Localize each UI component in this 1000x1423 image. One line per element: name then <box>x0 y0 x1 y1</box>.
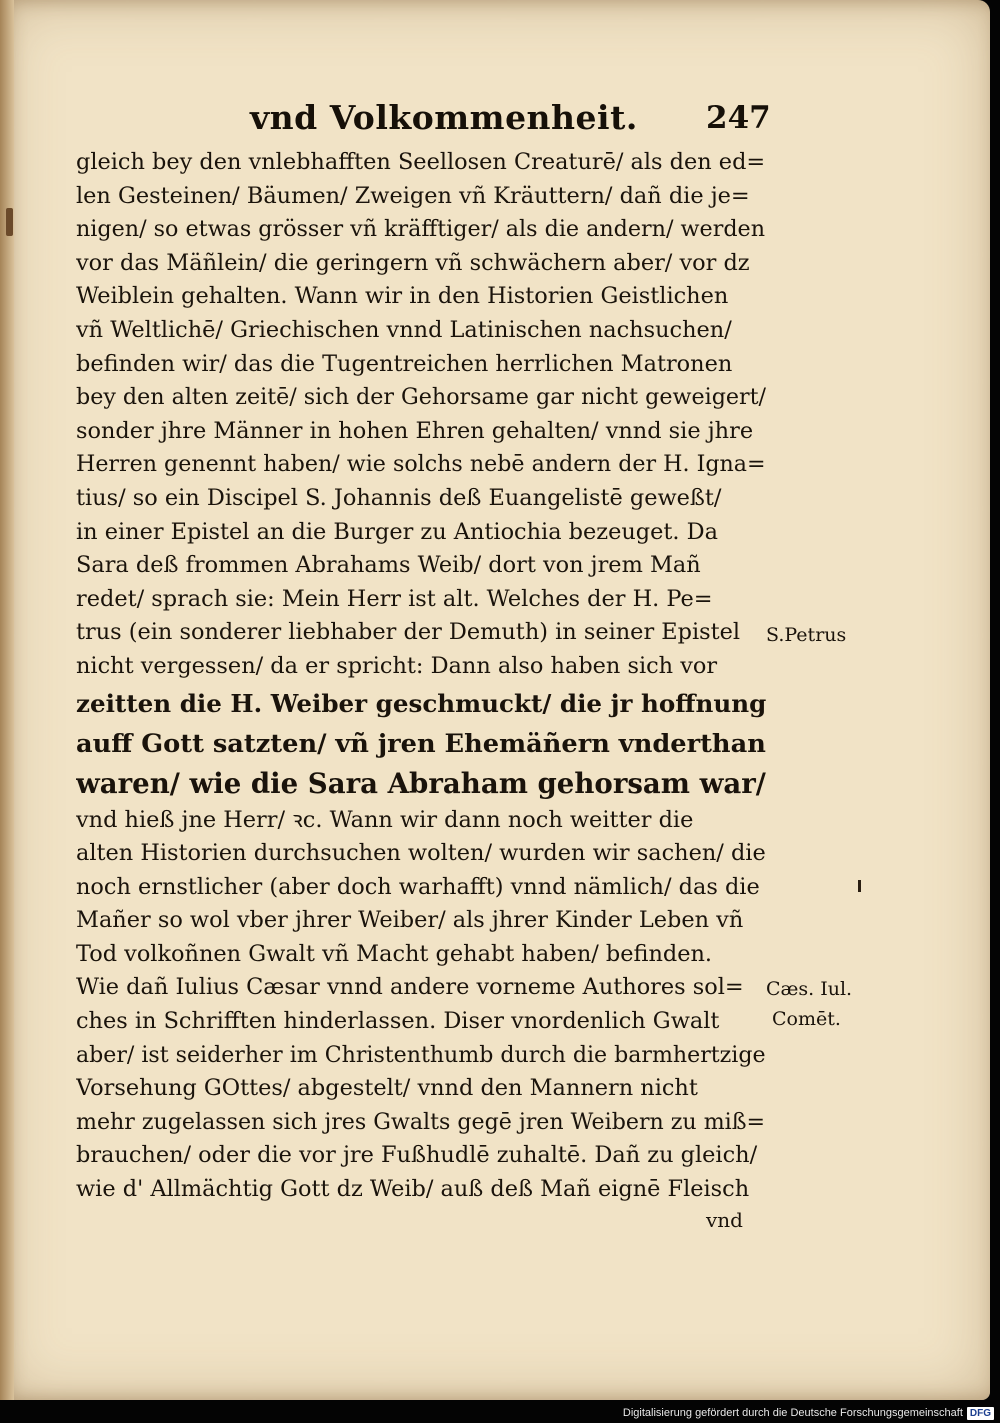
text-line: vnd hieß jne Herr/ ꝛc. Wann wir dann noch weitter die <box>76 806 694 833</box>
body-text <box>76 146 766 1207</box>
running-head: vnd Volkommenheit. <box>250 98 638 137</box>
text-line: in einer Epistel an die Burger zu Antiochia bezeuget. Da <box>76 518 718 545</box>
text-line: zeitten die H. Weiber geschmuckt/ die jr hoffnung <box>76 688 766 718</box>
text-line: redet/ sprach sie: Mein Herr ist alt. Welches der H. Pe= <box>76 585 713 612</box>
text-line: vñ Weltlichē/ Griechischen vnnd Latinischen nachsuchen/ <box>76 316 732 343</box>
text-line: Mañer so wol vber jhrer Weiber/ als jhrer Kinder Leben vñ <box>76 907 744 934</box>
text-line: ches in Schrifften hinderlassen. Diser vnordenlich Gwalt <box>76 1008 720 1035</box>
text-line: nicht vergessen/ da er spricht: Dann also haben sich vor <box>76 652 718 679</box>
text-line: Herren genennt haben/ wie solchs nebē andern der H. Igna= <box>76 451 766 478</box>
page-header <box>0 90 1000 150</box>
text-line: aber/ ist seiderher im Christenthumb durch die barmhertzige <box>76 1041 766 1068</box>
text-line: sonder jhre Männer in hohen Ehren gehalten/ vnnd sie jhre <box>76 417 754 444</box>
footer-credit: Digitalisierung gefördert durch die Deutsche Forschungsgemeinschaft <box>622 1407 963 1419</box>
digitization-footer <box>600 1403 1000 1423</box>
margin-tick <box>858 880 861 892</box>
text-line: vor das Mäñlein/ die geringern vñ schwächern aber/ vor dz <box>76 249 750 276</box>
text-line: bey den alten zeitē/ sich der Gehorsame gar nicht geweigert/ <box>76 384 766 411</box>
gutter-mark <box>6 208 13 236</box>
dfg-logo: DFG <box>967 1407 994 1420</box>
text-line: gleich bey den vnlebhafften Seellosen Creaturē/ als den ed= <box>76 149 766 175</box>
text-line: len Gesteinen/ Bäumen/ Zweigen vñ Kräuttern/ dañ die je= <box>76 182 750 209</box>
text-line: brauchen/ oder die vor jre Fußhudlē zuhaltē. Dañ zu gleich/ <box>76 1142 758 1169</box>
text-line: wie d' Allmächtig Gott dz Weib/ auß deß Mañ eignē Fleisch <box>76 1176 750 1203</box>
margin-note: Cæs. Iul. <box>766 978 853 1000</box>
text-line: Tod volkoñnen Gwalt vñ Macht gehabt haben/ befinden. <box>76 940 713 967</box>
text-line: mehr zugelassen sich jres Gwalts gegē jren Weibern zu miß= <box>76 1108 766 1135</box>
margin-note: S.Petrus <box>766 624 847 646</box>
text-line: alten Historien durchsuchen wolten/ wurden wir sachen/ die <box>76 840 766 867</box>
text-line: befinden wir/ das die Tugentreichen herrlichen Matronen <box>76 350 733 377</box>
text-line: nigen/ so etwas grösser vñ kräfftiger/ als die andern/ werden <box>76 216 766 243</box>
text-line: Vorsehung GOttes/ abgestelt/ vnnd den Mannern nicht <box>76 1075 698 1102</box>
margin-note: Comēt. <box>772 1008 841 1030</box>
catchword: vnd <box>706 1208 743 1232</box>
text-line: noch ernstlicher (aber doch warhafft) vnnd nämlich/ das die <box>76 873 760 900</box>
page-number: 247 <box>706 100 771 136</box>
text-line: trus (ein sonderer liebhaber der Demuth) in seiner Epistel <box>76 619 741 646</box>
text-line: Weiblein gehalten. Wann wir in den Historien Geistlichen <box>76 283 729 310</box>
text-line: auff Gott satzten/ vñ jren Ehemäñern vnderthan <box>76 728 766 759</box>
text-line: Wie dañ Iulius Cæsar vnnd andere vorneme Authores sol= <box>76 974 744 1001</box>
text-line: waren/ wie die Sara Abraham gehorsam war/ <box>76 766 766 800</box>
text-line: tius/ so ein Discipel S. Johannis deß Euangelistē geweßt/ <box>76 484 722 511</box>
text-line: Sara deß frommen Abrahams Weib/ dort von jrem Mañ <box>76 552 701 579</box>
